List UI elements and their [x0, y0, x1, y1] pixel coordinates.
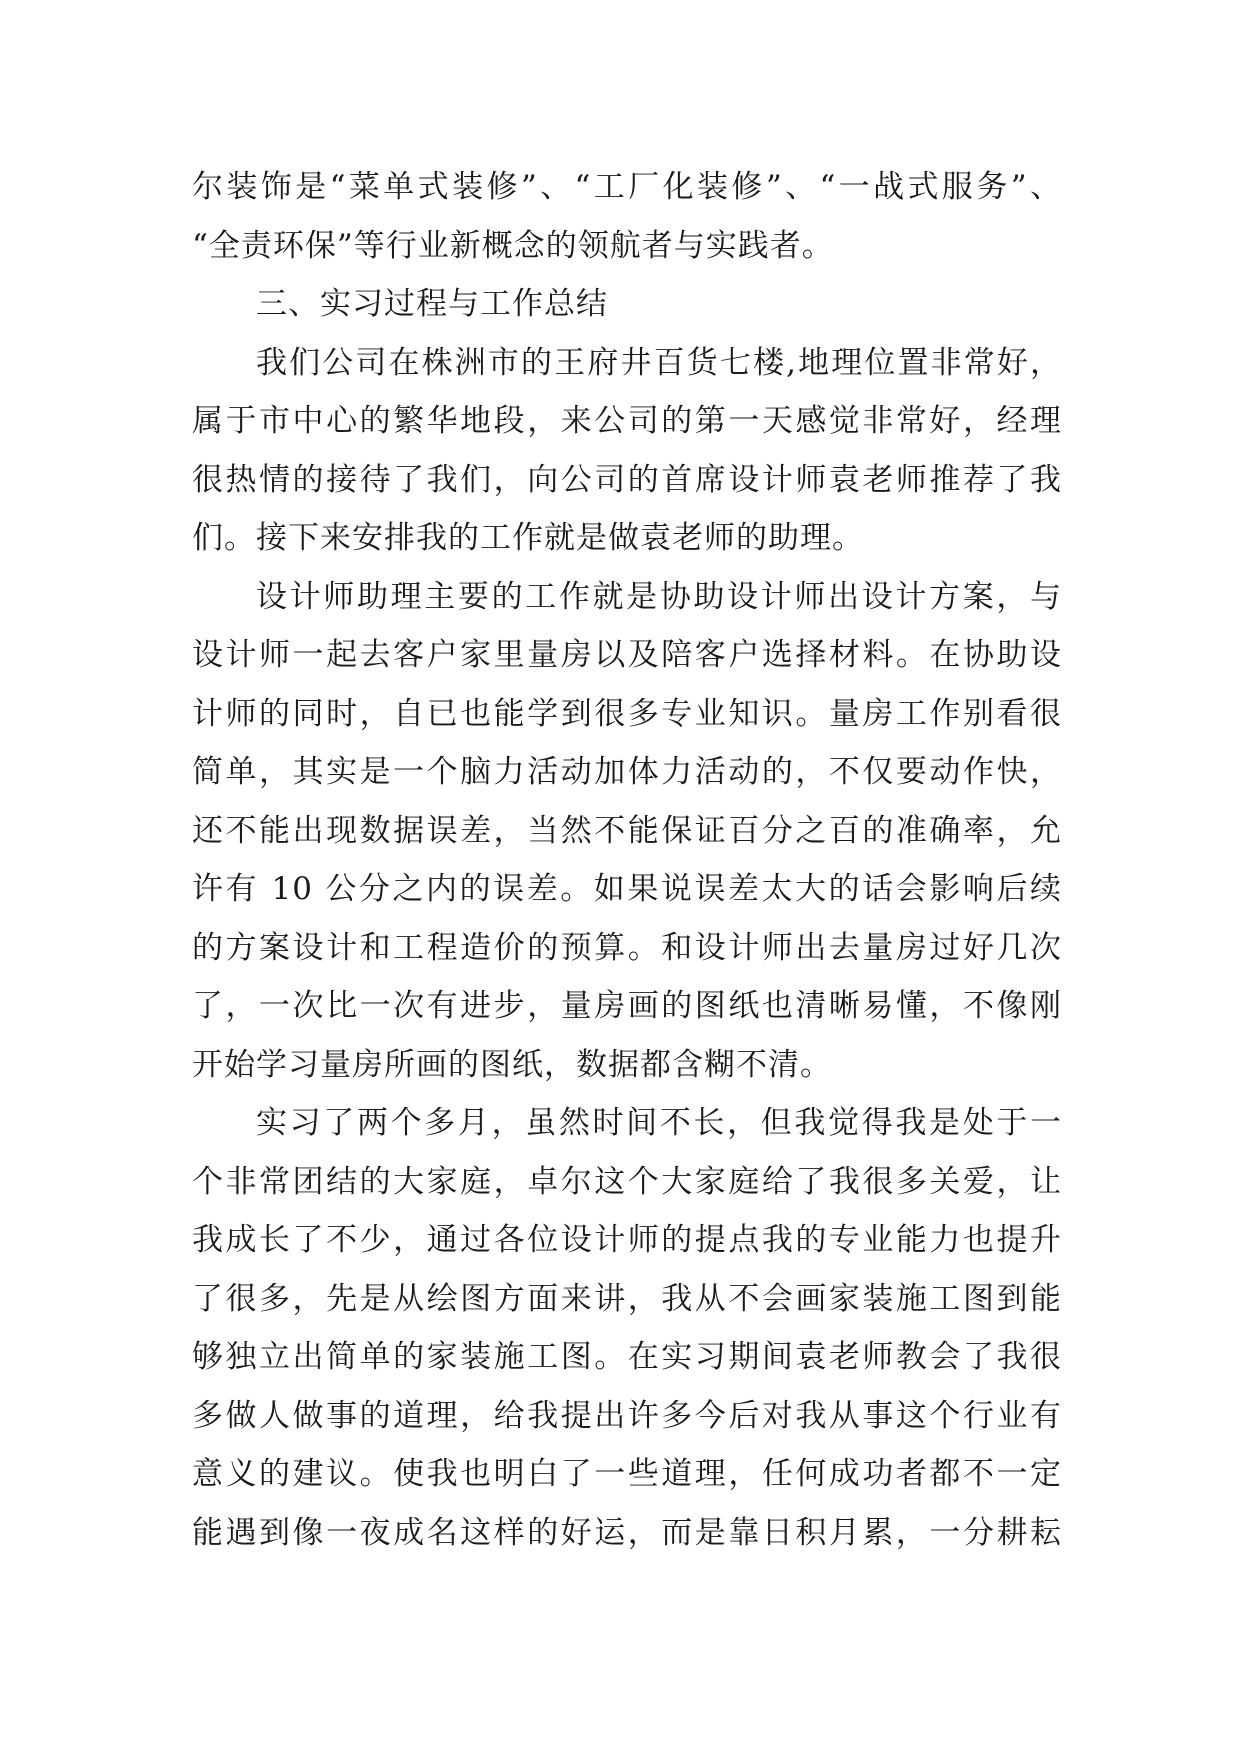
- text-line: 够独立出简单的家装施工图。在实习期间袁老师教会了我很: [192, 1339, 1062, 1375]
- text-line: 开始学习量房所画的图纸，数据都含糊不清。: [192, 1046, 832, 1083]
- text-line: 许有 10 公分之内的误差。如果说误差太大的话会影响后续: [192, 871, 1062, 907]
- text-line: 了很多，先是从绘图方面来讲，我从不会画家装施工图到能: [192, 1280, 1062, 1317]
- text-line: 能遇到像一夜成名这样的好运，而是靠日积月累，一分耕耘: [192, 1514, 1062, 1551]
- text-line: 实习了两个多月，虽然时间不长，但我觉得我是处于一: [256, 1105, 1062, 1141]
- text-line: 设计师助理主要的工作就是协助设计师出设计方案，与: [256, 578, 1062, 615]
- text-line: 的方案设计和工程造价的预算。和设计师出去量房过好几次: [192, 929, 1062, 966]
- text-line: 多做人做事的道理，给我提出许多今后对我从事这个行业有: [192, 1397, 1062, 1434]
- text-line: 个非常团结的大家庭，卓尔这个大家庭给了我很多关爱，让: [192, 1163, 1062, 1200]
- text-line: 简单，其实是一个脑力活动加体力活动的，不仅要动作快，: [192, 754, 1062, 790]
- text-line: 们。接下来安排我的工作就是做袁老师的助理。: [192, 520, 864, 556]
- text-line: 还不能出现数据误差，当然不能保证百分之百的准确率，允: [192, 812, 1062, 849]
- text-line: “全责环保”等行业新概念的领航者与实践者。: [192, 227, 834, 264]
- text-line: 计师的同时，自已也能学到很多专业知识。量房工作别看很: [192, 695, 1062, 732]
- text-line: 了，一次比一次有进步，量房画的图纸也清晰易懂，不像刚: [192, 988, 1062, 1024]
- text-line: 我们公司在株洲市的王府井百货七楼,地理位置非常好，: [256, 344, 1062, 381]
- text-line: 设计师一起去客户家里量房以及陪客户选择材料。在协助设: [192, 637, 1062, 673]
- text-line: 属于市中心的繁华地段，来公司的第一天感觉非常好，经理: [192, 403, 1062, 439]
- text-line: 我成长了不少，通过各位设计师的提点我的专业能力也提升: [192, 1222, 1062, 1258]
- text-line: 很热情的接待了我们，向公司的首席设计师袁老师推荐了我: [192, 461, 1062, 498]
- document-body: [192, 158, 1062, 1562]
- section-heading: 三、实习过程与工作总结: [256, 286, 608, 322]
- text-line: 意义的建议。使我也明白了一些道理，任何成功者都不一定: [192, 1456, 1062, 1492]
- text-line: 尔装饰是“菜单式装修”、“工厂化装修”、“一战式服务”、: [192, 169, 1062, 205]
